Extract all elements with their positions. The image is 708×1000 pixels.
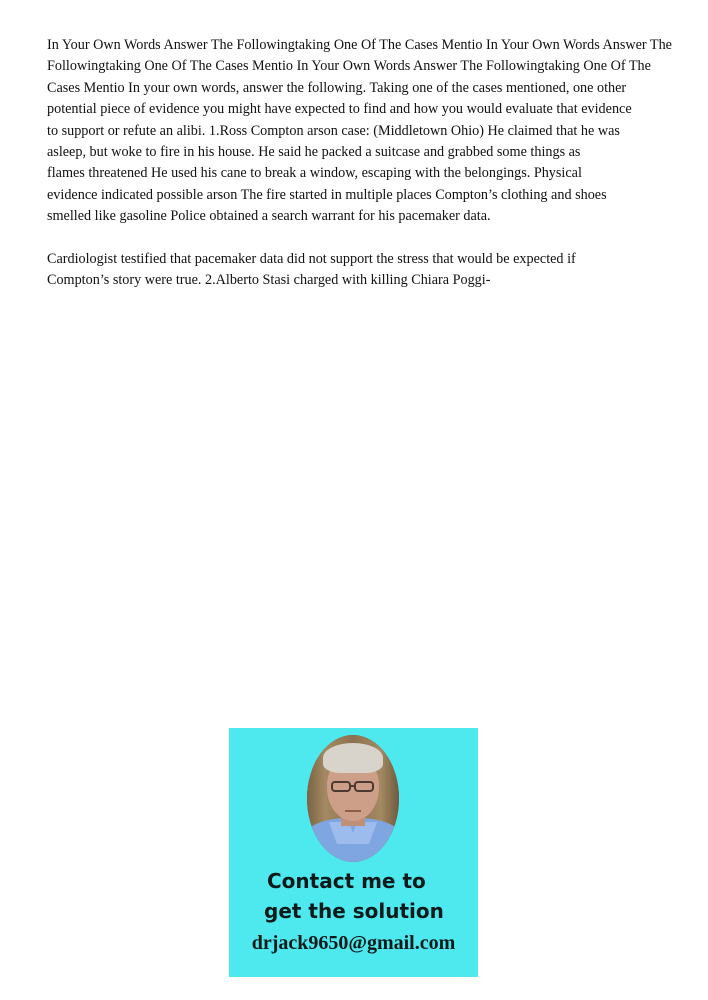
contact-ad-banner[interactable] [229, 728, 478, 977]
text-line: smelled like gasoline Police obtained a search warrant for his pacemaker data. [47, 208, 491, 225]
text-line: Followingtaking One Of The Cases Mentio In Your Own Words Answer The Followingtaking One Of The [47, 58, 651, 75]
text-line: to support or refute an alibi. 1.Ross Compton arson case: (Middletown Ohio) He claimed that he was [47, 122, 620, 139]
ad-heading-line2: get the solution [264, 899, 444, 923]
portrait-photo [307, 735, 399, 862]
text-line: asleep, but woke to fire in his house. He said he packed a suitcase and grabbed some things as [47, 144, 581, 161]
text-line: flames threatened He used his cane to break a window, escaping with the belongings. Physical [47, 165, 582, 182]
glasses-bridge [351, 785, 355, 787]
text-line: Cardiologist testified that pacemaker data did not support the stress that would be expected if [47, 251, 576, 268]
text-line: Cases Mentio In your own words, answer the following. Taking one of the cases mentioned, one other [47, 79, 627, 96]
glasses-icon [331, 781, 351, 792]
glasses-icon [354, 781, 374, 792]
document-body [47, 35, 697, 292]
portrait-hair [323, 743, 383, 773]
paragraph-2 [47, 249, 697, 292]
contact-email-link[interactable]: drjack9650@gmail.com [251, 932, 456, 954]
text-line: potential piece of evidence you might have expected to find and how you would evaluate that evidence [47, 101, 632, 118]
portrait-mouth [345, 810, 361, 812]
text-line: Compton’s story were true. 2.Alberto Stasi charged with killing Chiara Poggi- [47, 272, 491, 289]
paragraph-spacer [47, 228, 697, 249]
ad-heading-line1: Contact me to [267, 869, 426, 893]
text-line: evidence indicated possible arson The fire started in multiple places Compton’s clothing and shoes [47, 186, 607, 203]
text-line: In Your Own Words Answer The Followingtaking One Of The Cases Mentio In Your Own Words Answer The [47, 37, 672, 53]
paragraph-1 [47, 35, 697, 228]
